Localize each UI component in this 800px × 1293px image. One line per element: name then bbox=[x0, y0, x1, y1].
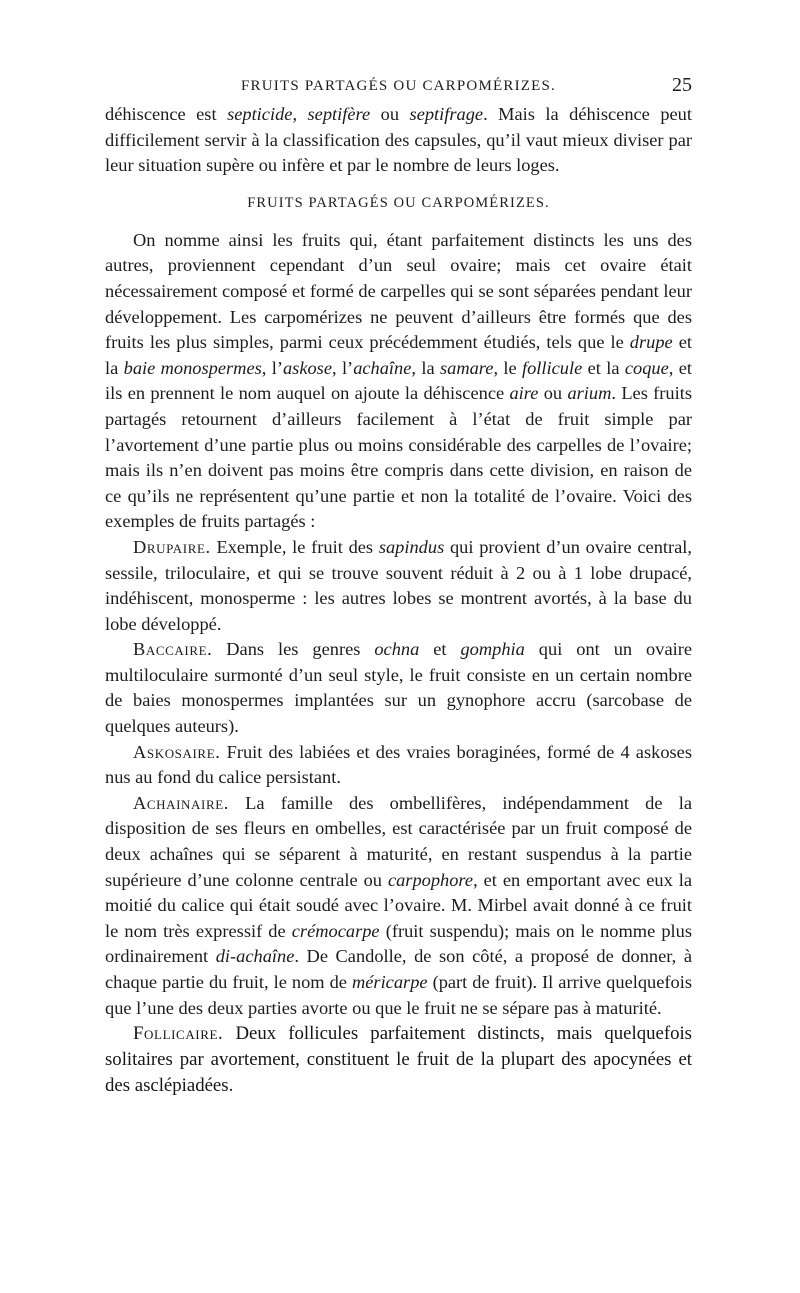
section-heading: FRUITS PARTAGÉS OU CARPOMÉRIZES. bbox=[247, 194, 550, 211]
book-page bbox=[105, 68, 692, 1099]
page-number: 25 bbox=[672, 74, 692, 96]
askosaire-paragraph: Askosaire. Fruit des labiées et des vraies boraginées, formé de 4 askoses nus au fond du calice persistant. bbox=[105, 741, 692, 788]
achainaire-paragraph: Achainaire. La famille des ombellifères, indépendamment de la disposition de ses fleurs en ombelles, est caractérisée par un fruit composé de deux achaînes qui se séparent à maturité, en restant suspendus à la partie supérieure d’une colonne centrale ou carpophore, et en emportant avec eux la moitié du calice qui était soudé avec l’ovaire. M. Mirbel avait donné à ce fruit le nom très expressif de crémocarpe (fruit suspendu); mais on le nomme plus ordinairement di-achaîne. De Candolle, de son côté, a proposé de donner, à chaque partie du fruit, le nom de méricarpe (part de fruit). Il arrive quelquefois que l’une des deux parties avorte ou que le fruit ne se sépare pas à maturité. bbox=[105, 792, 693, 1018]
follicaire-paragraph: Follicaire. Deux follicules parfaitement distincts, mais quelquefois solitaires par avortement, constituent le fruit de la plupart des apocynées et des asclépiadées. bbox=[105, 1023, 692, 1097]
intro-paragraph: déhiscence est septicide, septifère ou septifrage. Mais la déhiscence peut difficilement servir à la classification des capsules, qu’il vaut mieux diviser par leur situation supère ou infère et par le nombre de leurs loges. bbox=[105, 104, 692, 176]
drupaire-paragraph: Drupaire. Exemple, le fruit des sapindus qui provient d’un ovaire central, sessile, triloculaire, et qui se trouve souvent réduit à 2 ou à 1 lobe drupacé, indéhiscent, monosperme : les autres lobes se montrent avortés, à la base du lobe développé. bbox=[105, 536, 692, 634]
term-baccaire: Baccaire. bbox=[133, 639, 213, 660]
term-askosaire: Askosaire. bbox=[133, 741, 221, 762]
baccaire-paragraph: Baccaire. Dans les genres ochna et gomphia qui ont un ovaire multiloculaire surmonté d’un seul style, le fruit consiste en un certain nombre de baies monospermes implantées sur un gynophore accru (sarcobase de quelques auteurs). bbox=[105, 639, 692, 737]
term-achainaire: Achainaire. bbox=[133, 792, 229, 813]
term-follicaire: Follicaire. bbox=[133, 1023, 224, 1045]
running-header bbox=[105, 68, 692, 102]
term-drupaire: Drupaire. bbox=[133, 536, 211, 557]
running-title: FRUITS PARTAGÉS OU CARPOMÉRIZES. bbox=[241, 78, 556, 94]
carpomerizes-paragraph: On nomme ainsi les fruits qui, étant parfaitement distincts les uns des autres, proviennent cependant d’un seul ovaire; mais cet ovaire était nécessairement composé et formé de carpelles qui se sont séparées pendant leur développement. Les carpomérizes ne peuvent d’ailleurs être formés que des fruits les plus simples, parmi ceux précédemment étudiés, tels que le drupe et la baie monospermes, l’askose, l’achaîne, la samare, le follicule et la coque, et ils en prennent le nom auquel on ajoute la déhiscence aire ou arium. Les fruits partagés retournent d’ailleurs facilement à l’état de fruit simple par l’avortement d’une partie plus ou moins considérable des carpelles de l’ovaire; mais ils n’en doivent pas moins être compris dans cette division, en raison de ce qu’ils ne représentent qu’une partie et non la totalité de l’ovaire. Voici des exemples de fruits partagés : bbox=[105, 229, 693, 532]
